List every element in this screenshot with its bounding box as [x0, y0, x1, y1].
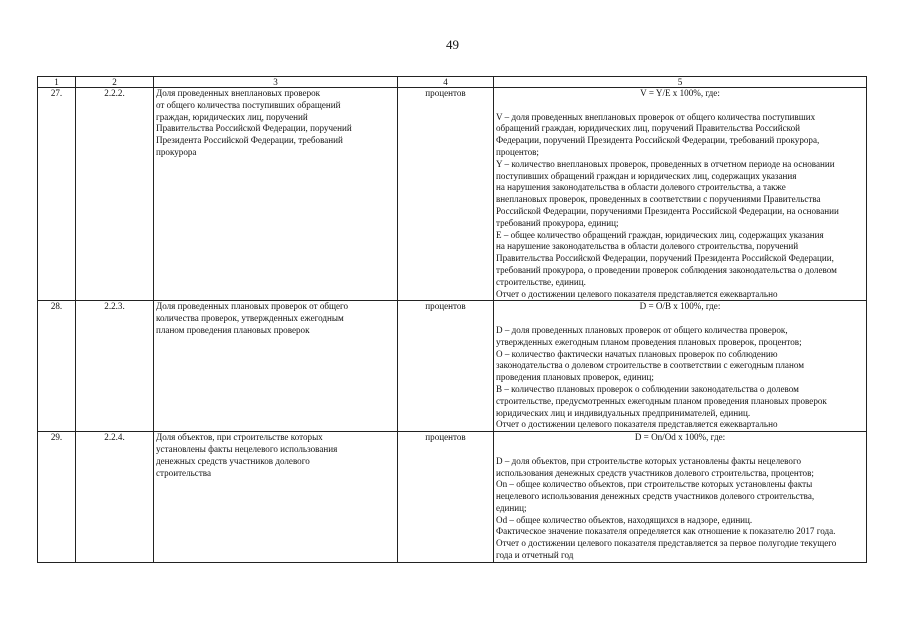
method-text-line: Фактическое значение показателя определяется как отношение к показателю 2017 года.	[496, 526, 836, 537]
method-text-line: требований прокурора, о проведении проверок соблюдения законодательства о долевом	[496, 264, 837, 275]
method-text-line: Y – количество внеплановых проверок, проведенных в отчетном периоде на основании	[496, 158, 835, 169]
indicator-code: 2.2.2.	[76, 88, 154, 301]
table-body	[38, 88, 867, 563]
method-text-line: B – количество плановых проверок о соблюдении законодательства о долевом	[496, 383, 799, 394]
indicator-name-line: количества проверок, утвержденных ежегодным	[156, 313, 344, 324]
page-number: 49	[446, 37, 459, 52]
method-text-line: нецелевого использования денежных средств участников долевого строительства,	[496, 491, 815, 502]
calculation-method	[494, 301, 867, 432]
method-text-line: Российской Федерации, поручениями Президента Российской Федерации, на основании	[496, 205, 839, 216]
row-number: 27.	[38, 88, 76, 301]
formula: D = O/B x 100%, где:	[639, 301, 721, 312]
formula: D = On/Od x 100%, где:	[634, 432, 726, 443]
header-col-3: 3	[154, 77, 398, 88]
table-row	[38, 88, 867, 301]
header-col-4: 4	[398, 77, 494, 88]
header-col-1: 1	[38, 77, 76, 88]
indicator-table	[37, 76, 867, 563]
method-text-line: процентов;	[496, 146, 539, 157]
table-row	[38, 432, 867, 563]
indicator-name-line: Правительства Российской Федерации, поручений	[156, 123, 352, 134]
header-col-2: 2	[76, 77, 154, 88]
unit-of-measure: процентов	[398, 88, 494, 301]
indicator-code: 2.2.3.	[76, 301, 154, 432]
formula: V = Y/E x 100%, где:	[640, 88, 720, 98]
calculation-method	[494, 88, 867, 301]
indicator-name-line: граждан, юридических лиц, поручений	[156, 111, 308, 122]
row-number: 28.	[38, 301, 76, 432]
unit-of-measure: процентов	[398, 432, 494, 563]
table-row	[38, 301, 867, 432]
method-text-line: внеплановых проверок, проведенных в соответствии с поручениями Правительства	[496, 194, 821, 205]
indicator-name-line: строительства	[156, 467, 211, 478]
method-text-line: V – доля проведенных внеплановых проверок от общего количества поступивших	[496, 111, 816, 122]
method-text-line: на нарушения законодательства в области долевого строительства, а также	[496, 182, 786, 193]
spacer	[496, 313, 864, 325]
method-text-line: строительстве, предусмотренных ежегодным планом проведения плановых проверок	[496, 395, 827, 406]
row-number: 29.	[38, 432, 76, 563]
method-text-line: обращений граждан, юридических лиц, поручений Правительства Российской	[496, 123, 801, 134]
method-text-line: Od – общее количество объектов, находящихся в надзоре, единиц.	[496, 514, 753, 525]
unit-of-measure: процентов	[398, 301, 494, 432]
spacer	[496, 444, 864, 456]
method-text-line: проведения плановых проверок, единиц;	[496, 372, 654, 383]
method-text-line: E – общее количество обращений граждан, юридических лиц, содержащих указания	[496, 229, 824, 240]
indicator-name-line: Доля проведенных плановых проверок от общего	[156, 301, 349, 312]
method-text-line: требований прокурора, единиц;	[496, 217, 619, 228]
method-text-line: законодательства о долевом строительстве в соответствии с ежегодным планом	[496, 360, 804, 371]
indicator-name	[154, 432, 398, 563]
method-text-line: строительстве, единиц.	[496, 276, 586, 287]
method-text-line: D – доля объектов, при строительстве которых установлены факты нецелевого	[496, 455, 801, 466]
indicator-name	[154, 301, 398, 432]
method-text-line: On – общее количество объектов, при строительстве которых установлены факты	[496, 479, 813, 490]
indicator-code: 2.2.4.	[76, 432, 154, 563]
method-text-line: на нарушение законодательства в области долевого строительства, поручений	[496, 241, 799, 252]
method-text-line: Правительства Российской Федерации, поручений Президента Российской Федерации,	[496, 253, 834, 264]
method-text-line: D – доля проведенных плановых проверок от общего количества проверок,	[496, 324, 788, 335]
method-text-line: Отчет о достижении целевого показателя представляется ежеквартально	[496, 419, 778, 430]
table-header-row	[38, 77, 867, 88]
method-text-line: Федерации, поручений Президента Российской Федерации, требований прокурора,	[496, 135, 820, 146]
indicator-name-line: Доля проведенных внеплановых проверок	[156, 88, 321, 98]
spacer	[496, 100, 864, 112]
indicator-name-line: планом проведения плановых проверок	[156, 324, 310, 335]
indicator-name-line: Президента Российской Федерации, требований	[156, 135, 343, 146]
method-text-line: единиц;	[496, 502, 527, 513]
indicator-name-line: Доля объектов, при строительстве которых	[156, 432, 323, 443]
method-text-line: года и отчетный год	[496, 550, 574, 561]
method-text-line: юридических лиц и индивидуальных предпринимателей, единиц.	[496, 407, 751, 418]
header-col-5: 5	[494, 77, 867, 88]
method-text-line: утвержденных ежегодным планом проведения плановых проверок, процентов;	[496, 336, 802, 347]
method-text-line: использования денежных средств участников долевого строительства, процентов;	[496, 467, 814, 478]
method-text-line: Отчет о достижении целевого показателя представляется за первое полугодие текущего	[496, 538, 837, 549]
method-text-line: поступивших обращений граждан и юридических лиц, содержащих указания	[496, 170, 797, 181]
indicator-name	[154, 88, 398, 301]
indicator-name-line: денежных средств участников долевого	[156, 455, 310, 466]
indicator-name-line: установлены факты нецелевого использования	[156, 443, 338, 454]
calculation-method	[494, 432, 867, 563]
indicator-name-line: от общего количества поступивших обращений	[156, 99, 341, 110]
method-text-line: O – количество фактически начатых плановых проверок по соблюдению	[496, 348, 778, 359]
indicator-name-line: прокурора	[156, 146, 197, 157]
method-text-line: Отчет о достижении целевого показателя представляется ежеквартально	[496, 288, 778, 299]
